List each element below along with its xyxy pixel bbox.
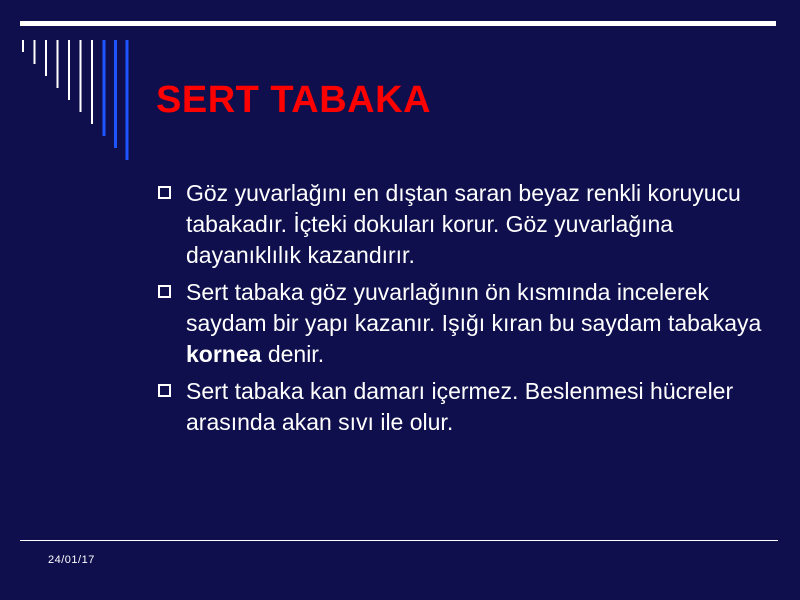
bullet-text-2-pre: Sert tabaka göz yuvarlağının ön kısmında incelerek saydam bir yapı kazanır. Işığı kıran bu saydam tabakaya [186,279,762,336]
decorative-stripe [126,40,129,160]
bullet-list [158,178,768,444]
decorative-stripes [0,0,140,170]
bullet-item-2 [158,277,768,370]
bullet-text-1: Göz yuvarlağını en dıştan saran beyaz renkli koruyucu tabakadır. İçteki dokuları korur. Göz yuvarlağına dayanıklılık kazandırır. [186,180,741,268]
decorative-stripe [57,40,59,88]
bullet-item-1 [158,178,768,271]
slide-title: SERT TABAKA [156,79,432,121]
square-bullet-icon [158,384,171,397]
decorative-stripe [114,40,117,148]
square-bullet-icon [158,186,171,199]
square-bullet-icon [158,285,171,298]
bullet-text-2-post: denir. [261,341,325,367]
bullet-text-2-bold: kornea [186,341,262,367]
bottom-rule [20,540,778,541]
decorative-stripe [34,40,36,64]
decorative-stripe [103,40,106,136]
decorative-stripe [68,40,70,100]
footer-date: 24/01/17 [48,554,95,566]
decorative-stripe [80,40,82,112]
decorative-stripe [91,40,93,124]
bullet-item-3 [158,376,768,438]
bullet-text-3: Sert tabaka kan damarı içermez. Beslenmesi hücreler arasında akan sıvı ile olur. [186,378,734,435]
decorative-stripe [45,40,47,76]
decorative-stripe [22,40,24,52]
